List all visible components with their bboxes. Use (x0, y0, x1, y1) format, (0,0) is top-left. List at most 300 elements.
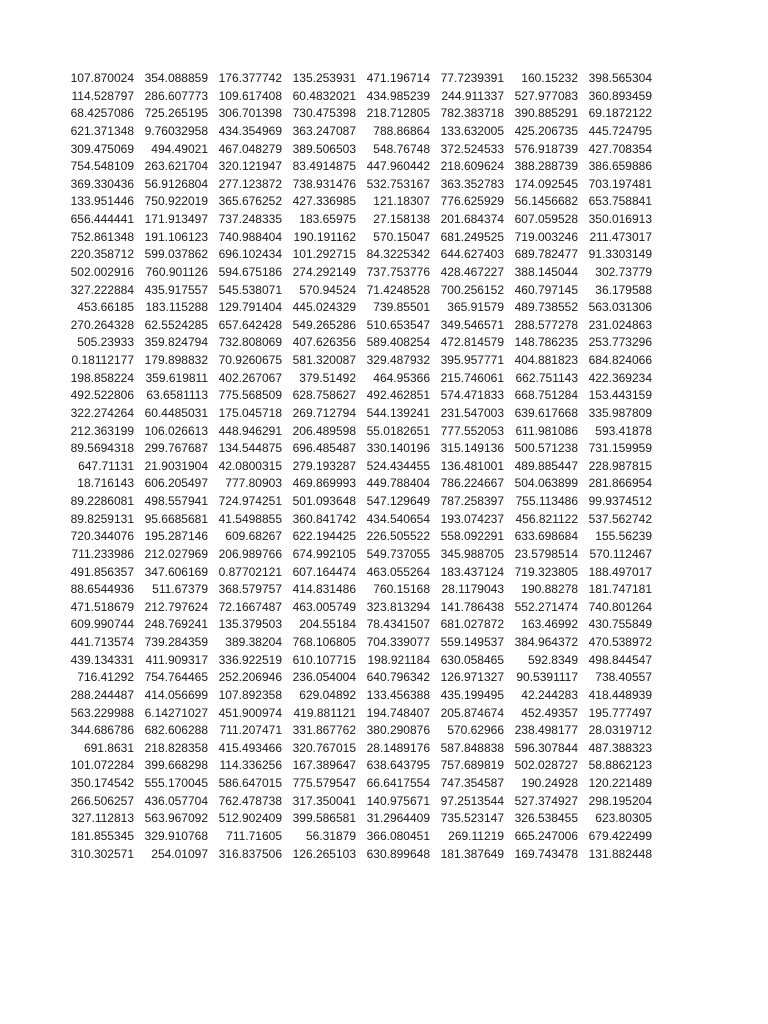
table-row (62, 105, 654, 123)
table-cell: 469.869993 (292, 476, 356, 491)
table-cell: 788.86864 (373, 123, 430, 138)
table-cell: 524.434455 (366, 458, 430, 473)
table-cell: 9.76032958 (144, 123, 208, 138)
table-cell: 430.755849 (588, 617, 652, 632)
table-cell: 464.95366 (373, 370, 430, 385)
table-cell: 689.782477 (514, 247, 578, 262)
table-cell: 36.179588 (595, 282, 652, 297)
table-cell: 755.113486 (515, 494, 578, 508)
table-cell: 363.247087 (292, 123, 356, 138)
table-cell: 607.059528 (514, 212, 578, 226)
table-cell: 153.443159 (588, 388, 652, 403)
table-cell: 231.547003 (440, 405, 504, 420)
table-cell: 384.964372 (514, 635, 578, 649)
table-cell: 732.808069 (218, 335, 282, 350)
table-row (62, 528, 654, 546)
table-cell: 609.990744 (70, 617, 134, 632)
table-cell: 681.027872 (440, 617, 504, 632)
table-cell: 411.909317 (145, 652, 208, 667)
table-cell: 703.197481 (588, 176, 652, 191)
table-cell: 183.65975 (299, 212, 356, 226)
table-cell: 320.121947 (218, 159, 282, 174)
table-cell: 622.194425 (292, 529, 356, 544)
table-cell: 498.844547 (588, 652, 652, 667)
table-cell: 244.911337 (441, 88, 504, 103)
table-cell: 390.885291 (514, 106, 578, 121)
table-cell: 380.290876 (366, 723, 430, 738)
table-cell: 700.256152 (440, 282, 504, 297)
table-cell: 277.123872 (218, 176, 282, 191)
table-cell: 89.8259131 (70, 511, 134, 526)
table-cell: 730.475398 (292, 106, 356, 121)
table-cell: 327.222884 (70, 282, 134, 297)
table-cell: 331.867762 (292, 723, 356, 738)
table-cell: 135.379503 (218, 617, 282, 632)
table-row (62, 846, 654, 864)
table-cell: 359.619811 (145, 370, 208, 385)
table-cell: 775.568509 (218, 388, 282, 403)
table-row (62, 564, 654, 582)
table-cell: 467.048279 (218, 141, 282, 156)
table-cell: 777.552053 (440, 423, 504, 438)
table-row (62, 652, 654, 670)
table-cell: 487.388323 (588, 740, 652, 755)
table-cell: 395.957771 (440, 353, 504, 367)
table-cell: 288.577278 (514, 317, 578, 332)
table-cell: 511.67379 (152, 582, 208, 597)
table-cell: 389.38204 (225, 635, 282, 649)
table-cell: 183.115288 (145, 300, 208, 315)
table-cell: 472.814579 (440, 335, 504, 350)
table-cell: 739.85501 (373, 300, 430, 315)
table-cell: 129.791404 (218, 300, 282, 315)
table-row (62, 493, 654, 511)
table-cell: 491.856357 (70, 564, 134, 579)
table-cell: 628.758627 (292, 388, 356, 403)
table-row (62, 705, 654, 723)
table-cell: 279.193287 (292, 458, 356, 473)
table-cell: 448.946291 (218, 423, 282, 438)
table-cell: 89.2286081 (70, 494, 134, 508)
table-cell: 589.408254 (366, 335, 430, 350)
table-cell: 777.80903 (225, 476, 282, 491)
table-cell: 226.505522 (366, 529, 430, 544)
table-row (62, 669, 654, 687)
table-cell: 359.824794 (144, 335, 208, 350)
table-cell: 656.444441 (70, 212, 134, 226)
table-cell: 28.1179043 (441, 582, 504, 597)
table-cell: 445.024329 (292, 300, 356, 315)
table-cell: 175.045718 (218, 405, 282, 420)
table-cell: 322.274264 (70, 405, 134, 420)
table-cell: 176.377742 (218, 71, 282, 85)
table-cell: 629.04892 (299, 687, 356, 702)
table-cell: 83.4914875 (292, 159, 356, 174)
table-cell: 414.831486 (292, 582, 356, 597)
table-cell: 418.448939 (588, 687, 652, 702)
table-cell: 704.339077 (366, 635, 430, 649)
table-cell: 131.882448 (588, 846, 652, 861)
table-cell: 198.921184 (367, 652, 430, 667)
table-cell: 563.229988 (70, 705, 134, 720)
table-cell: 570.15047 (373, 229, 430, 244)
table-cell: 762.478738 (218, 793, 282, 808)
table-cell: 345.988705 (440, 546, 504, 561)
table-cell: 623.80305 (595, 811, 652, 826)
table-cell: 696.102434 (218, 247, 282, 262)
table-cell: 639.617668 (514, 405, 578, 420)
table-cell: 317.350041 (292, 793, 356, 808)
table-cell: 133.456388 (366, 687, 430, 702)
table-cell: 415.493466 (218, 740, 282, 755)
table-cell: 120.221489 (588, 776, 652, 790)
table-cell: 60.4485031 (144, 405, 208, 420)
table-cell: 299.767687 (144, 441, 208, 456)
table-row (62, 810, 654, 828)
table-cell: 735.523147 (440, 811, 504, 826)
table-cell: 215.746061 (440, 370, 504, 385)
table-row (62, 581, 654, 599)
table-cell: 205.874674 (440, 705, 504, 720)
table-cell: 183.437124 (440, 564, 504, 579)
table-cell: 492.522806 (70, 388, 134, 403)
table-cell: 133.632005 (440, 123, 504, 138)
table-cell: 760.901126 (145, 264, 208, 279)
table-cell: 195.777497 (588, 705, 652, 720)
table-cell: 354.088859 (144, 71, 208, 85)
table-cell: 335.987809 (588, 405, 652, 420)
table-cell: 270.264328 (70, 317, 134, 332)
table-cell: 163.46992 (521, 617, 578, 632)
table-row (62, 423, 654, 441)
table-cell: 56.9126804 (144, 176, 208, 191)
table-cell: 494.49021 (151, 141, 208, 156)
table-cell: 593.41878 (595, 423, 652, 438)
table-cell: 70.9260675 (218, 353, 282, 367)
table-row (62, 334, 654, 352)
table-cell: 330.140196 (366, 441, 430, 456)
table-cell: 28.1489176 (366, 740, 430, 755)
table-cell: 360.893459 (588, 88, 652, 103)
table-cell: 114.528797 (71, 88, 134, 103)
table-cell: 72.1667487 (218, 599, 282, 614)
table-cell: 365.91579 (447, 300, 504, 315)
table-cell: 738.40557 (595, 670, 652, 685)
table-cell: 752.861348 (70, 229, 134, 244)
table-cell: 155.56239 (595, 529, 652, 544)
table-cell: 586.647015 (218, 776, 282, 790)
table-cell: 204.55184 (299, 617, 356, 632)
table-row (62, 757, 654, 775)
table-cell: 592.8349 (527, 652, 578, 667)
table-cell: 679.422499 (588, 828, 652, 843)
table-cell: 315.149136 (440, 441, 504, 456)
table-cell: 398.565304 (588, 71, 652, 85)
table-cell: 502.002916 (70, 264, 134, 279)
table-row (62, 88, 654, 106)
table-cell: 60.4832021 (292, 88, 356, 103)
table-cell: 754.548109 (70, 159, 134, 174)
table-cell: 563.967092 (144, 811, 208, 826)
table-cell: 107.870024 (70, 71, 134, 85)
table-cell: 252.206946 (218, 670, 282, 685)
table-cell: 126.971327 (440, 670, 504, 685)
table-cell: 498.557941 (144, 494, 208, 508)
table-cell: 750.922019 (144, 194, 208, 209)
table-cell: 719.003246 (514, 229, 578, 244)
table-cell: 527.374927 (514, 793, 578, 808)
table-cell: 27.158138 (373, 212, 430, 226)
table-cell: 611.981086 (515, 423, 578, 438)
table-row (62, 370, 654, 388)
table-cell: 63.6581113 (146, 388, 208, 403)
table-cell: 190.191162 (293, 229, 356, 244)
table-cell: 587.848838 (440, 740, 504, 755)
table-cell: 135.253931 (292, 71, 356, 85)
table-row (62, 123, 654, 141)
table-cell: 548.76748 (373, 141, 430, 156)
table-cell: 0.87702121 (218, 564, 282, 579)
table-cell: 56.31879 (305, 828, 356, 843)
table-cell: 731.159959 (588, 441, 652, 456)
table-cell: 747.354587 (440, 776, 504, 790)
table-cell: 148.786235 (514, 335, 578, 350)
table-cell: 195.287146 (144, 529, 208, 544)
table-cell: 42.0800315 (218, 458, 282, 473)
table-row (62, 176, 654, 194)
table-cell: 787.258397 (440, 494, 504, 508)
table-cell: 365.676252 (218, 194, 282, 209)
table-cell: 91.3303149 (588, 247, 652, 262)
table-cell: 427.708354 (588, 141, 652, 156)
table-cell: 471.196714 (366, 71, 430, 85)
table-cell: 549.265286 (292, 317, 356, 332)
table-cell: 463.055264 (366, 564, 430, 579)
table-cell: 298.195204 (588, 793, 652, 808)
table-cell: 463.005749 (292, 599, 356, 614)
table-cell: 434.985239 (366, 88, 430, 103)
table-cell: 738.931476 (292, 176, 356, 191)
table-cell: 435.199495 (440, 687, 504, 702)
table-cell: 640.796342 (366, 670, 430, 685)
table-cell: 691.8631 (83, 740, 134, 755)
table-cell: 212.027969 (144, 546, 208, 561)
table-row (62, 193, 654, 211)
table-cell: 174.092545 (514, 176, 578, 191)
table-cell: 630.058465 (440, 652, 504, 667)
table-cell: 388.145044 (514, 264, 578, 279)
table-row (62, 793, 654, 811)
table-cell: 768.106805 (292, 635, 356, 649)
table-cell: 662.751143 (515, 370, 578, 385)
table-cell: 326.538455 (514, 811, 578, 826)
table-cell: 610.107715 (292, 652, 356, 667)
table-cell: 427.336985 (292, 194, 356, 209)
table-cell: 140.975671 (366, 793, 430, 808)
table-cell: 606.205497 (144, 476, 208, 491)
table-cell: 198.858224 (70, 370, 134, 385)
table-cell: 719.323805 (514, 564, 578, 579)
table-cell: 42.244283 (521, 687, 578, 702)
table-cell: 711.233986 (71, 546, 134, 561)
table-cell: 489.738552 (514, 300, 578, 315)
table-cell: 647.71131 (78, 458, 134, 473)
table-cell: 532.753167 (366, 176, 430, 191)
table-cell: 552.271474 (514, 599, 578, 614)
table-cell: 109.617408 (218, 88, 282, 103)
table-cell: 445.724795 (588, 123, 652, 138)
table-cell: 558.092291 (440, 529, 504, 544)
table-cell: 167.389647 (292, 758, 356, 773)
table-cell: 107.892358 (218, 687, 282, 702)
table-row (62, 740, 654, 758)
table-cell: 31.2964409 (366, 811, 430, 826)
table-cell: 399.586581 (292, 811, 356, 826)
table-cell: 434.540654 (366, 511, 430, 526)
table-cell: 194.748407 (366, 705, 430, 720)
table-cell: 449.788404 (366, 476, 430, 491)
table-cell: 720.344076 (70, 529, 134, 544)
table-cell: 269.712794 (292, 405, 356, 420)
table-cell: 668.751284 (514, 388, 578, 403)
table-cell: 456.821122 (515, 511, 578, 526)
table-cell: 570.112467 (589, 546, 652, 561)
table-row (62, 229, 654, 247)
table-cell: 471.518679 (70, 599, 134, 614)
table-cell: 388.288739 (514, 159, 578, 174)
table-cell: 266.506257 (70, 793, 134, 808)
table-cell: 231.024863 (588, 317, 652, 332)
table-cell: 254.01097 (151, 846, 208, 861)
table-cell: 310.302571 (70, 846, 134, 861)
table-cell: 269.11219 (448, 828, 504, 843)
table-body (62, 70, 654, 863)
table-cell: 576.918739 (514, 141, 578, 156)
table-cell: 441.713574 (70, 635, 134, 649)
table-cell: 684.824066 (588, 353, 652, 367)
table-cell: 18.716143 (77, 476, 134, 491)
table-row (62, 440, 654, 458)
table-row (62, 387, 654, 405)
table-cell: 452.49357 (521, 705, 578, 720)
table-cell: 716.41292 (77, 670, 134, 685)
table-cell: 754.764465 (144, 670, 208, 685)
table-cell: 559.149537 (440, 635, 504, 649)
table-cell: 286.607773 (144, 88, 208, 103)
table-cell: 489.885447 (514, 458, 578, 473)
table-cell: 537.562742 (588, 511, 652, 526)
table-cell: 309.475069 (70, 141, 134, 156)
table-cell: 389.506503 (292, 141, 356, 156)
table-cell: 453.66185 (77, 300, 134, 315)
table-cell: 181.387649 (440, 846, 504, 861)
table-cell: 84.3225342 (366, 247, 430, 262)
table-cell: 505.23933 (77, 335, 134, 350)
table-cell: 379.51492 (299, 370, 356, 385)
table-row (62, 687, 654, 705)
table-cell: 21.9031904 (144, 458, 208, 473)
table-cell: 500.571238 (514, 441, 578, 456)
table-cell: 188.497017 (588, 564, 652, 579)
table-cell: 674.992105 (292, 546, 356, 561)
table-cell: 682.606288 (144, 723, 208, 738)
table-cell: 621.371348 (70, 123, 134, 138)
table-cell: 97.2513544 (440, 793, 504, 808)
table-cell: 786.224667 (440, 476, 504, 491)
table-cell: 88.6544936 (70, 582, 134, 597)
table-cell: 66.6417554 (366, 776, 430, 790)
table-cell: 141.786438 (440, 599, 504, 614)
table-cell: 350.016913 (588, 212, 652, 226)
table-cell: 563.031306 (588, 300, 652, 315)
table-row (62, 775, 654, 793)
table-row (62, 70, 654, 88)
table-cell: 740.988404 (218, 229, 282, 244)
table-cell: 169.743478 (514, 846, 578, 861)
table-cell: 596.307844 (514, 740, 578, 755)
table-cell: 644.627403 (440, 247, 504, 262)
table-cell: 181.747181 (588, 582, 652, 597)
table-cell: 544.139241 (366, 405, 430, 420)
table-cell: 55.0182651 (366, 423, 430, 438)
table-row (62, 405, 654, 423)
table-cell: 574.471833 (440, 388, 504, 403)
table-cell: 504.063899 (514, 476, 578, 491)
table-cell: 545.538071 (218, 282, 282, 297)
table-cell: 347.606169 (144, 564, 208, 579)
table-cell: 696.485487 (292, 441, 356, 456)
table-cell: 657.642428 (218, 317, 282, 332)
table-cell: 549.737055 (366, 546, 430, 561)
table-row (62, 352, 654, 370)
table-cell: 369.330436 (70, 176, 134, 191)
table-cell: 190.24928 (521, 776, 578, 790)
table-cell: 581.320087 (292, 353, 356, 367)
table-cell: 179.898832 (144, 353, 208, 367)
table-cell: 281.866954 (588, 476, 652, 491)
table-cell: 724.974251 (218, 494, 282, 508)
table-cell: 512.902409 (218, 811, 282, 826)
table-cell: 737.248335 (218, 212, 282, 226)
table-cell: 570.94524 (299, 282, 356, 297)
table-cell: 501.093648 (292, 494, 356, 508)
table-cell: 470.538972 (588, 635, 652, 649)
table-cell: 238.498177 (514, 723, 578, 738)
table-cell: 191.106123 (144, 229, 208, 244)
table-cell: 451.900974 (218, 705, 282, 720)
table-cell: 363.352783 (440, 176, 504, 191)
table-cell: 402.267067 (218, 370, 282, 385)
table-cell: 0.18112177 (71, 353, 134, 367)
table-cell: 136.481001 (440, 458, 504, 473)
table-cell: 760.15168 (373, 582, 430, 597)
table-cell: 99.9374512 (588, 494, 652, 508)
table-cell: 160.15232 (521, 71, 578, 85)
table-cell: 757.689819 (440, 758, 504, 773)
table-cell: 350.174542 (70, 776, 134, 790)
table-cell: 630.899648 (366, 846, 430, 861)
table-cell: 327.112813 (71, 811, 134, 826)
table-cell: 206.989766 (218, 546, 282, 561)
table-cell: 171.913497 (144, 212, 208, 226)
table-cell: 404.881823 (514, 353, 578, 367)
table-row (62, 634, 654, 652)
table-cell: 23.5798514 (514, 546, 578, 561)
table-cell: 68.4257086 (70, 106, 134, 121)
table-cell: 502.028727 (514, 758, 578, 773)
table-cell: 78.4341507 (366, 617, 430, 632)
table-row (62, 599, 654, 617)
